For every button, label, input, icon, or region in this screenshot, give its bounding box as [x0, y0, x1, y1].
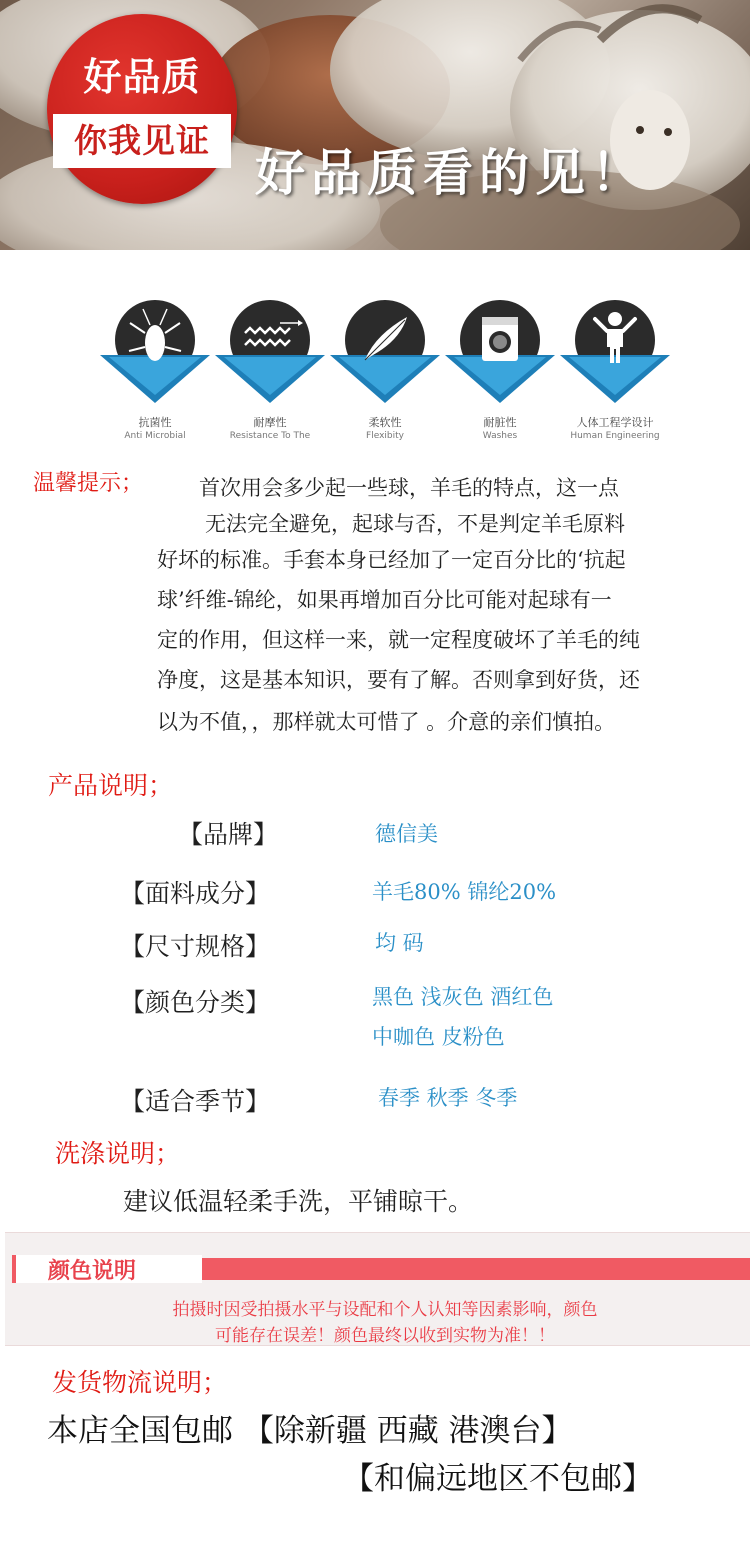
tip-line: 好坏的标准。手套本身已经加了一定百分比的‘抗起 [157, 548, 626, 572]
feature-en-label: Washes [482, 431, 518, 441]
color-value-line1: 黑色 浅灰色 酒红色 [372, 985, 554, 1009]
tip-line: 定的作用，但这样一来，就一定程度破坏了羊毛的纯 [157, 628, 640, 652]
size-label: 【尺寸规格】 [120, 932, 271, 961]
tip-line: 以为不值，，那样就太可惜了 。介意的亲们慎拍。 [157, 710, 616, 734]
cockroach-icon [95, 295, 215, 410]
tip-label: 温馨提示； [33, 471, 144, 496]
feature-en-label: Flexibity [366, 431, 404, 441]
material-label: 【面料成分】 [120, 879, 271, 908]
color-note-header [0, 1255, 750, 1283]
wash-section-title: 洗涤说明； [55, 1139, 181, 1168]
feature-icons [95, 295, 675, 455]
brand-value: 德信美 [375, 822, 438, 846]
feature-en-label: Human Engineering [570, 431, 660, 441]
washing-machine-icon [440, 295, 560, 410]
material-value: 羊毛80% 锦纶20% [372, 880, 557, 904]
feature-cn-label: 人体工程学设计 [576, 416, 654, 429]
feather-icon [325, 295, 445, 410]
wash-text: 建议低温轻柔手洗，平铺晾干。 [123, 1187, 474, 1216]
shipping-line2: 【和偏远地区不包邮】 [343, 1461, 653, 1497]
feature-cn-label: 柔软性 [368, 416, 402, 429]
tip-line: 净度，这是基本知识，要有了解。否则拿到好货，还 [157, 668, 640, 692]
size-value: 均 码 [375, 931, 424, 955]
brand-label: 【品牌】 [178, 820, 279, 849]
feature-cn-label: 抗菌性 [138, 416, 172, 429]
color-note-line2: 可能存在误差！颜色最终以收到实物为准！！ [215, 1326, 555, 1346]
color-note-line1: 拍摄时因受拍摄水平与设配和个人认知等因素影响，颜色 [172, 1300, 598, 1320]
hero-banner [0, 0, 750, 250]
person-icon [555, 295, 675, 410]
badge-subtitle: 你我见证 [53, 114, 231, 168]
feature-cn-label: 耐脏性 [483, 416, 517, 429]
feature-ergonomic [555, 295, 675, 455]
tip-line: 无法完全避免，起球与否，不是判定羊毛原料 [205, 512, 625, 536]
feature-en-label: Resistance To The [229, 431, 311, 441]
season-label: 【适合季节】 [120, 1087, 271, 1116]
feature-stain [440, 295, 560, 455]
badge-title: 好品质 [83, 55, 201, 99]
wave-icon [210, 295, 330, 410]
feature-flexibility [325, 295, 445, 455]
season-value: 春季 秋季 冬季 [378, 1086, 518, 1110]
color-value-line2: 中咖色 皮粉色 [372, 1025, 505, 1049]
feature-en-label: Anti Microbial [124, 431, 186, 441]
product-section-title: 产品说明； [48, 771, 174, 800]
color-label: 【颜色分类】 [120, 988, 271, 1017]
feature-antimicrobial [95, 295, 215, 455]
shipping-section-title: 发货物流说明； [52, 1368, 228, 1397]
color-note-bar [175, 1258, 750, 1280]
shipping-line1: 本店全国包邮 【除新疆 西藏 港澳台】 [47, 1413, 573, 1449]
banner-slogan: 好品质看的见！ [255, 144, 647, 202]
tip-line: 首次用会多少起一些球，羊毛的特点，这一点 [199, 476, 619, 500]
color-note-title: 颜色说明 [48, 1259, 137, 1284]
feature-cn-label: 耐摩性 [253, 416, 287, 429]
tip-line: 球’纤维-锦纶，如果再增加百分比可能对起球有一 [157, 588, 612, 612]
quality-badge [47, 14, 237, 204]
feature-abrasion [210, 295, 330, 455]
